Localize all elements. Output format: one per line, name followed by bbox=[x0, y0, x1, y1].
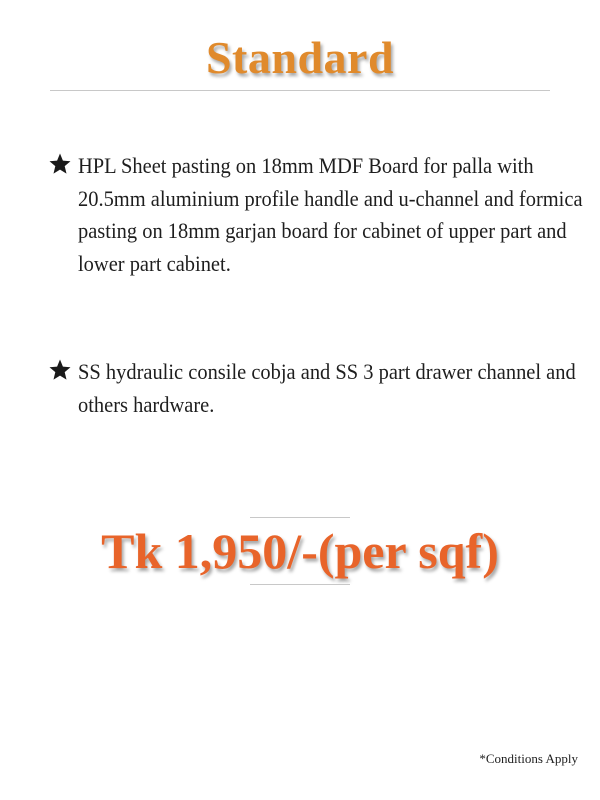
star-icon bbox=[48, 152, 72, 176]
page-title: Standard bbox=[205, 32, 395, 83]
star-icon bbox=[48, 358, 72, 382]
title-divider bbox=[50, 90, 550, 91]
feature-item bbox=[48, 150, 583, 280]
feature-item bbox=[48, 356, 576, 421]
price-label: Tk 1,950/-(per sqf) bbox=[101, 523, 499, 579]
feature-text: HPL Sheet pasting on 18mm MDF Board for palla with 20.5mm aluminium profile handle and u-channel and formica pasting on 18mm garjan board for cabinet of upper part and lower part cabinet. bbox=[78, 153, 583, 276]
conditions-note: *Conditions Apply bbox=[479, 751, 578, 766]
price-divider-bottom bbox=[250, 584, 350, 585]
price-divider-top bbox=[250, 517, 350, 518]
feature-text: SS hydraulic consile cobja and SS 3 part drawer channel and others hardware. bbox=[78, 359, 576, 417]
